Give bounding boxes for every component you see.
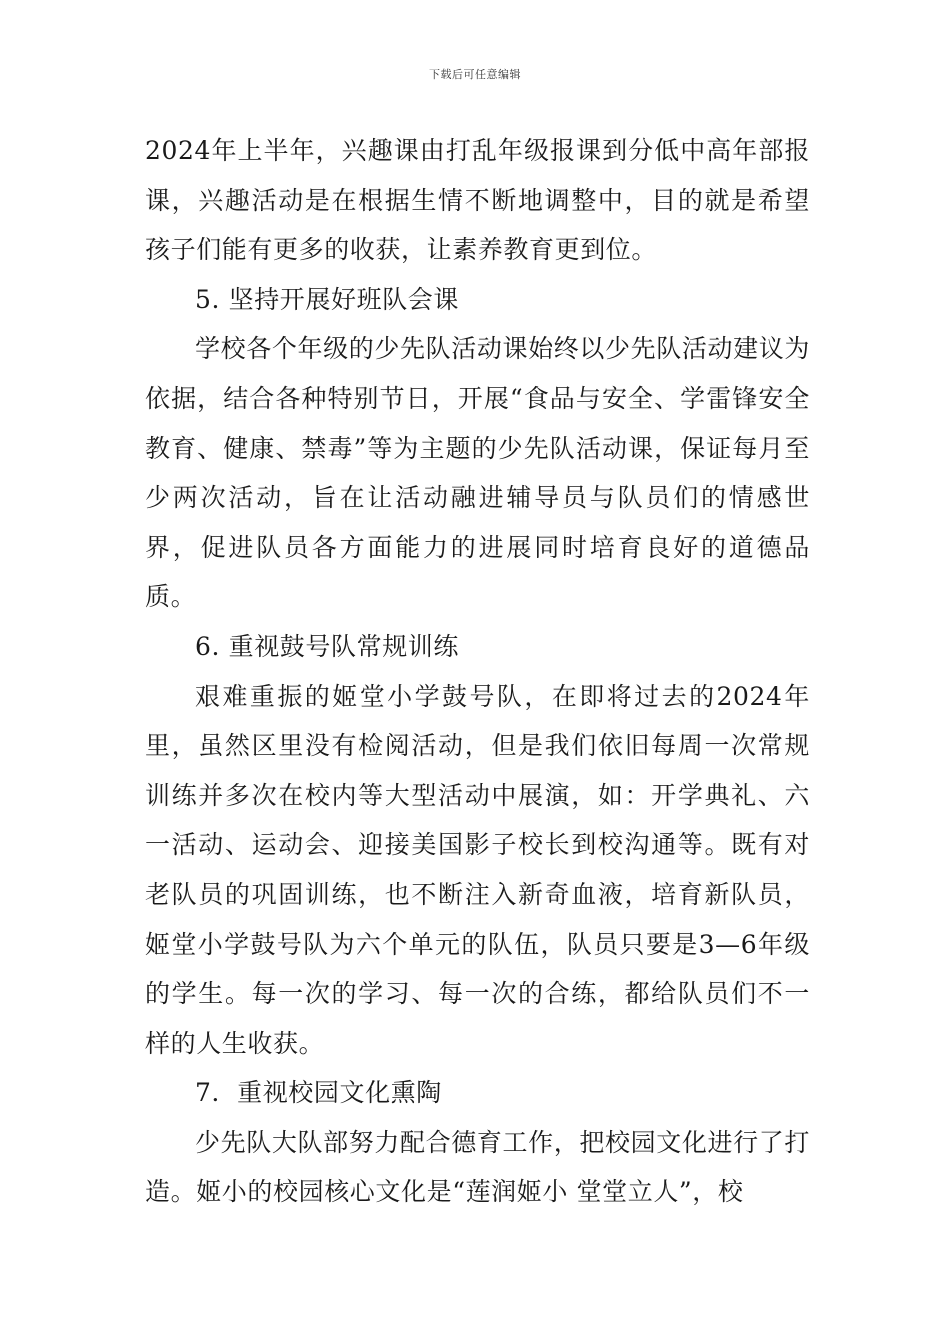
section-heading-campus-culture: 7．重视校园文化熏陶 [195,1078,442,1108]
paragraph-drum-band: 艰难重振的姬堂小学鼓号队，在即将过去的2024年里，虽然区里没有检阅活动，但是我们依旧每周一次常规训练并多次在校内等大型活动中展演，如：开学典礼、六一活动、运动会、迎接美国影子校长到校沟通等。既有对老队员的巩固训练，也不断注入新奇血液，培育新队员，姬堂小学鼓号队为六个单元的队伍，队员只要是3—6年级的学生。每一次的学习、每一次的合练，都给队员们不一样的人生收获。 [145,681,810,1058]
page-header-note: 下载后可任意编辑 [429,68,521,81]
section-heading-class-meetings: 5. 坚持开展好班队会课 [195,284,460,314]
paragraph-interest-classes: 2024年上半年，兴趣课由打乱年级报课到分低中高年部报课，兴趣活动是在根据生情不断地调整中，目的就是希望孩子们能有更多的收获，让素养教育更到位。 [145,136,810,265]
section-heading-drum-band: 6. 重视鼓号队常规训练 [195,631,460,661]
document-body [145,126,810,1217]
paragraph-campus-culture: 少先队大队部努力配合德育工作，把校园文化进行了打造。姬小的校园核心文化是“莲润姬小 堂堂立人”，校 [145,1127,810,1207]
paragraph-activity-lessons: 学校各个年级的少先队活动课始终以少先队活动建议为依据，结合各种特别节日，开展“食品与安全、学雷锋安全教育、健康、禁毒”等为主题的少先队活动课，保证每月至少两次活动，旨在让活动融进辅导员与队员们的情感世界，促进队员各方面能力的进展同时培育良好的道德品质。 [145,334,810,612]
